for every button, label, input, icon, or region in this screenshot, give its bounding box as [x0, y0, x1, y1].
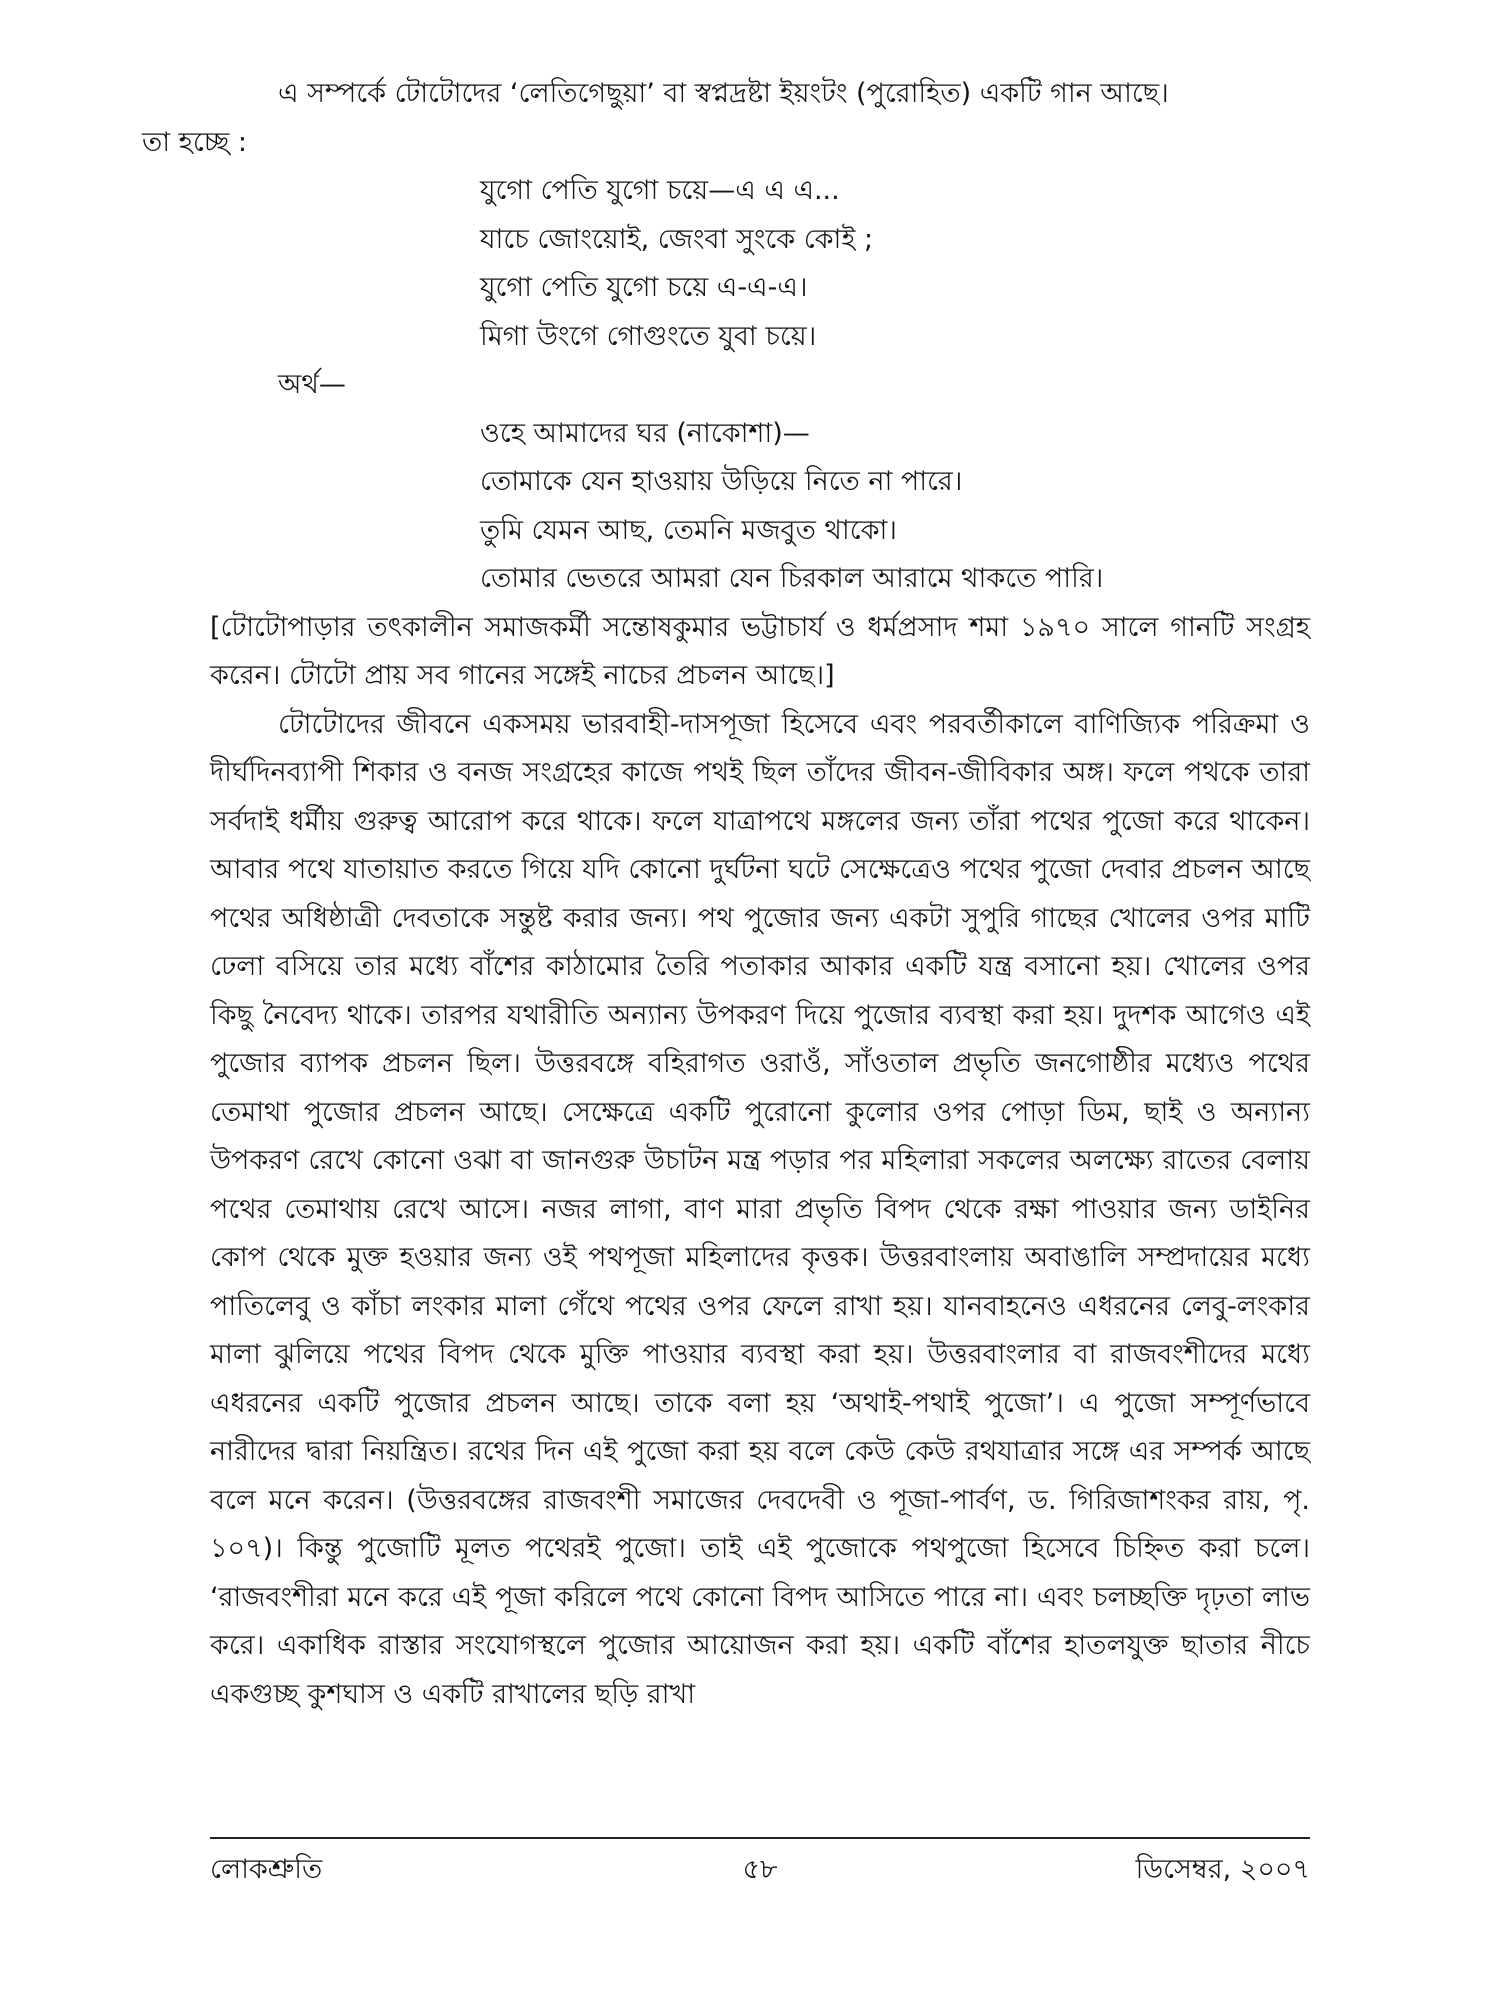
footer-divider: [210, 1837, 1310, 1839]
meaning-line: ওহে আমাদের ঘর (নাকোশা)—: [480, 417, 810, 449]
song-line: মিগা উংগে গোগুংতে যুবা চয়ে।: [480, 320, 817, 352]
meaning-label: অর্থ—: [278, 369, 346, 400]
page-number: ৫৮: [742, 1854, 778, 1885]
main-paragraph: টোটোদের জীবনে একসময় ভারবাহী-দাসপূজা হিসেবে এবং পরবর্তীকালে বাণিজ্যিক পরিক্রমা ও দীর্ঘদিনব্যাপী শিকার ও বনজ সংগ্রহের কাজে পথই ছিল তাঁদের জীবন-জীবিকার অঙ্গ। ফলে পথকে তারা সর্বদাই ধর্মীয় গুরুত্ব আরোপ করে থাকে। ফলে যাত্রাপথে মঙ্গলের জন্য তাঁরা পথের পুজো করে থাকেন। আবার পথে যাতায়াত করতে গিয়ে যদি কোনো দুর্ঘটনা ঘটে সেক্ষেত্রেও পথের পুজো দেবার প্রচলন আছে পথের অধিষ্ঠাত্রী দেবতাকে সন্তুষ্ট করার জন্য। পথ পুজোর জন্য একটা সুপুরি গাছের খোলের ওপর মাটি ঢেলা বসিয়ে তার মধ্যে বাঁশের কাঠামোর তৈরি পতাকার আকার একটি যন্ত্র বসানো হয়। খোলের ওপর কিছু নৈবেদ্য থাকে। তারপর যথারীতি অন্যান্য উপকরণ দিয়ে পুজোর ব্যবস্থা করা হয়। দুদশক আগেও এই পুজোর ব্যাপক প্রচলন ছিল। উত্তরবঙ্গে বহিরাগত ওরাওঁ, সাঁওতাল প্রভৃতি জনগোষ্ঠীর মধ্যেও পথের তেমাথা পুজোর প্রচলন আছে। সেক্ষেত্রে একটি পুরোনো কুলোর ওপর পোড়া ডিম, ছাই ও অন্যান্য উপকরণ রেখে কোনো ওঝা বা জানগুরু উচাটন মন্ত্র পড়ার পর মহিলারা সকলের অলক্ষ্যে রাতের বেলায় পথের তেমাথায় রেখে আসে। নজর লাগা, বাণ মারা প্রভৃতি বিপদ থেকে রক্ষা পাওয়ার জন্য ডাইনির কোপ থেকে মুক্ত হওয়ার জন্য ওই পথপূজা মহিলাদের কৃত্তক। উত্তরবাংলায় অবাঙালি সম্প্রদায়ের মধ্যে পাতিলেবু ও কাঁচা লংকার মালা গেঁথে পথের ওপর ফেলে রাখা হয়। যানবাহনেও এধরনের লেবু-লংকার মালা ঝুলিয়ে পথের বিপদ থেকে মুক্তি পাওয়ার ব্যবস্থা করা হয়। উত্তরবাংলার বা রাজবংশীদের মধ্যে এধরনের একটি পুজোর প্রচলন আছে। তাকে বলা হয় ‘অথাই-পথাই পুজো’। এ পুজো সম্পূর্ণভাবে নারীদের দ্বারা নিয়ন্ত্রিত। রথের দিন এই পুজো করা হয় বলে কেউ কেউ রথযাত্রার সঙ্গে এর সম্পর্ক আছে বলে মনে করেন। (উত্তরবঙ্গের রাজবংশী সমাজের দেবদেবী ও পূজা-পার্বণ, ড. গিরিজাশংকর রায়, পৃ. ১০৭)। কিন্তু পুজোটি মূলত পথেরই পুজো। তাই এই পুজোকে পথপুজো হিসেবে চিহ্নিত করা চলে। ‘রাজবংশীরা মনে করে এই পূজা করিলে পথে কোনো বিপদ আসিতে পারে না। এবং চলচ্ছক্তি দৃঢ়তা লাভ করে। একাধিক রাস্তার সংযোগস্থলে পুজোর আয়োজন করা হয়। একটি বাঁশের হাতলযুক্ত ছাতার নীচে একগুচ্ছ কুশঘাস ও একটি রাখালের ছড়ি রাখা: [210, 708, 1310, 1710]
journal-name: লোকশ্রুতি: [210, 1854, 323, 1885]
intro-line-2: তা হচ্ছে :: [142, 126, 247, 158]
intro-line-1: এ সম্পর্কে টোটোদের ‘লেতিগেছুয়া’ বা স্বপ্নদ্রষ্টা ইয়ংটং (পুরোহিত) একটি গান আছে।: [278, 78, 1169, 109]
meaning-line: তোমার ভেতরে আমরা যেন চিরকাল আরামে থাকতে পারি।: [480, 563, 1104, 594]
intro-paragraph: [142, 70, 1310, 167]
bracket-note: [টোটোপাড়ার তৎকালীন সমাজকর্মী সন্তোষকুমার ভট্টাচার্য ও ধর্মপ্রসাদ শমা ১৯৭০ সালে গানটি সংগ্রহ করেন। টোটো প্রায় সব গানের সঙ্গেই নাচের প্রচলন আছে।]: [210, 611, 1310, 691]
song-verse: [480, 167, 1310, 361]
song-line: যাচে জোংয়োই, জেংবা সুংকে কোই ;: [480, 223, 874, 255]
meaning-line: তোমাকে যেন হাওয়ায় উড়িয়ে নিতে না পারে।: [480, 466, 963, 497]
issue-date: ডিসেম্বর, ২০০৭: [1135, 1854, 1310, 1885]
body-text: [142, 70, 1310, 1719]
meaning-line: তুমি যেমন আছ, তেমনি মজবুত থাকো।: [480, 514, 897, 546]
meaning-verse: [480, 410, 1310, 604]
song-line: যুগো পেতি যুগো চয়ে—এ এ এ...: [480, 175, 840, 206]
page-footer: [210, 1845, 1310, 1895]
song-line: যুগো পেতি যুগো চয়ে এ-এ-এ।: [480, 272, 808, 303]
